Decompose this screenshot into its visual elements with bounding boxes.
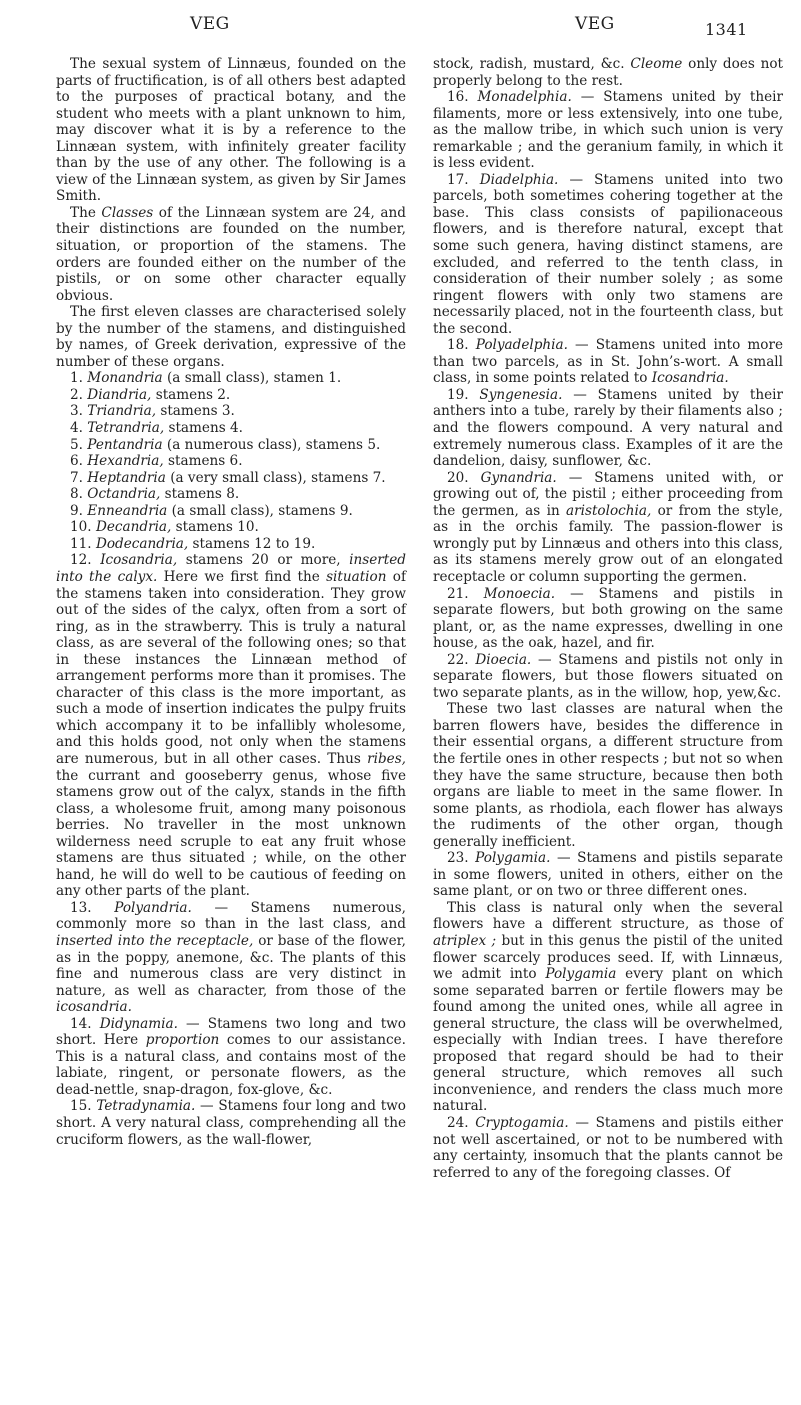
paragraph: stock, radish, mustard, &c. Cleome only does not properly belong to the rest. (433, 56, 783, 89)
paragraph: 17. Diadelphia. — Stamens united into two parcels, both sometimes cohering together at the base. This class consists of papilionaceous flowers, and is therefore natural, except that some such genera, having distinct stamens, are excluded, and referred to the tenth class, in consideration of their number solely ; as some ringent flowers with only two stamens are necessarily placed, not in the fourteenth class, but the second. (433, 171, 783, 337)
paragraph: The sexual system of Linnæus, founded on the parts of fructification, is of all others best adapted to the purposes of practical botany, and the student who meets with a plant unknown to him, may discover what it is by a reference to the Linnæan system, with infinitely greater facility than by the use of any other. The following is a view of the Linnæan system, as given by Sir James Smith. (56, 56, 406, 205)
paragraph: The first eleven classes are characterised solely by the number of the stamens, and distinguished by names, of Greek derivation, expressive of the number of these organs. (56, 304, 406, 370)
paragraph: 15. Tetradynamia. — Stamens four long and two short. A very natural class, comprehending all the cruciform flowers, as the wall-flower, (56, 1098, 406, 1148)
class-list-item: 3. Triandria, stamens 3. (70, 403, 235, 420)
class-list-item: 5. Pentandria (a numerous class), stamens 5. (70, 436, 381, 453)
class-list-item: 8. Octandria, stamens 8. (70, 486, 240, 503)
paragraph: 16. Monadelphia. — Stamens united by their filaments, more or less extensively, into one tube, as the mallow tribe, in which such union is very remarkable ; and the geranium family, in which it is less evident. (433, 89, 783, 172)
class-list-item: 2. Diandria, stamens 2. (70, 386, 231, 403)
paragraph: 23. Polygamia. — Stamens and pistils separate in some flowers, united in others, either on the same plant, or on two or three different ones. (433, 850, 783, 900)
paragraph: 13. Polyandria. — Stamens numerous, commonly more so than in the last class, and inserted into the receptacle, or base of the flower, as in the poppy, anemone, &c. The plants of this fine and numerous class are very distinct in nature, as well as character, from those of the icosandria. (56, 899, 406, 1016)
paragraph: The Classes of the Linnæan system are 24, and their distinctions are founded on the number, situation, or proportion of the stamens. The orders are founded either on the number of the pistils, or on some other character equally obvious. (56, 204, 406, 304)
paragraph: 18. Polyadelphia. — Stamens united into more than two parcels, as in St. John’s-wort. A small class, in some points related to Icosandria. (433, 337, 783, 387)
right-column (433, 56, 783, 1181)
paragraph: 12. Icosandria, stamens 20 or more, inserted into the calyx. Here we first find the situation of the stamens taken into consideration. They grow out of the sides of the calyx, often from a sort of ring, as in the strawberry. This is truly a natural class, as are several of the following ones; so that in these instances the Linnæan method of arrangement performs more than it promises. The character of this class is the more important, as such a mode of insertion indicates the pulpy fruits which accompany it to be infallibly wholesome, and this holds good, not only when the stamens are numerous, but in all other cases. Thus ribes, the currant and gooseberry genus, whose five stamens grow out of the calyx, stands in the fifth class, a wholesome fruit, among many poisonous berries. No traveller in the most unknown wilderness need scruple to eat any fruit whose stamens are thus situated ; while, on the other hand, he will do well to be cautious of feeding on any other parts of the plant. (56, 552, 407, 900)
running-head-left: VEG (190, 14, 230, 34)
paragraph: 22. Dioecia. — Stamens and pistils not only in separate flowers, but those flowers situated on two separate plants, as in the willow, hop, yew,&c. (433, 651, 783, 701)
class-list-item: 4. Tetrandria, stamens 4. (70, 420, 243, 437)
paragraph: These two last classes are natural when the barren flowers have, besides the difference in their essential organs, a different structure from the fertile ones in other respects ; but not so when they have the same structure, because then both organs are liable to meet in the same flower. In some plants, as rhodiola, each flower has always the rudiments of the other organ, though generally inefficient. (433, 701, 783, 850)
class-list-item: 11. Dodecandria, stamens 12 to 19. (70, 535, 316, 552)
class-list-item: 1. Monandria (a small class), stamen 1. (70, 370, 342, 387)
paragraph: 20. Gynandria. — Stamens united with, or growing out of, the pistil ; either proceeding from the germen, as in aristolochia, or from the style, as in the orchis family. The passion-flower is wrongly put by Linnæus and others into this class, as its stamens merely grow out of an elongated receptacle or column supporting the germen. (433, 469, 783, 585)
class-list-item: 9. Enneandria (a small class), stamens 9. (70, 502, 353, 519)
running-head-right: VEG (575, 14, 615, 34)
paragraph: 19. Syngenesia. — Stamens united by their anthers into a tube, rarely by their filaments also ; and the flowers compound. A very natural and extremely numerous class. Examples of it are the dandelion, daisy, sunflower, &c. (433, 386, 783, 470)
paragraph: This class is natural only when the several flowers have a different structure, as those of atriplex ; but in this genus the pistil of the united flower scarcely produces seed. If, with Linnæus, we admit into Polygamia every plant on which some separated barren or fertile flowers may be found among the united ones, while all agree in general structure, the class will be overwhelmed, especially with Indian trees. I have therefore proposed that regard should be had to their general structure, which removes all such inconvenience, and renders the class much more natural. (433, 899, 783, 1115)
class-list-item: 6. Hexandria, stamens 6. (70, 453, 243, 470)
left-column (56, 56, 406, 1148)
paragraph: 24. Cryptogamia. — Stamens and pistils either not well ascertained, or not to be numbered with any certainty, insomuch that the plants cannot be referred to any of the foregoing classes. Of (433, 1115, 783, 1181)
class-list-item: 7. Heptandria (a very small class), stamens 7. (70, 469, 386, 486)
class-list-item: 10. Decandria, stamens 10. (70, 519, 259, 536)
paragraph: 14. Didynamia. — Stamens two long and two short. Here proportion comes to our assistance. This is a natural class, and contains most of the labiate, ringent, or personate flowers, as the dead-nettle, snap-dragon, fox-glove, &c. (56, 1015, 406, 1098)
paragraph: 21. Monoecia. — Stamens and pistils in separate flowers, but both growing on the same plant, or, as the name expresses, dwelling in one house, as the oak, hazel, and fir. (433, 585, 783, 652)
page-number: 1341 (705, 20, 748, 39)
